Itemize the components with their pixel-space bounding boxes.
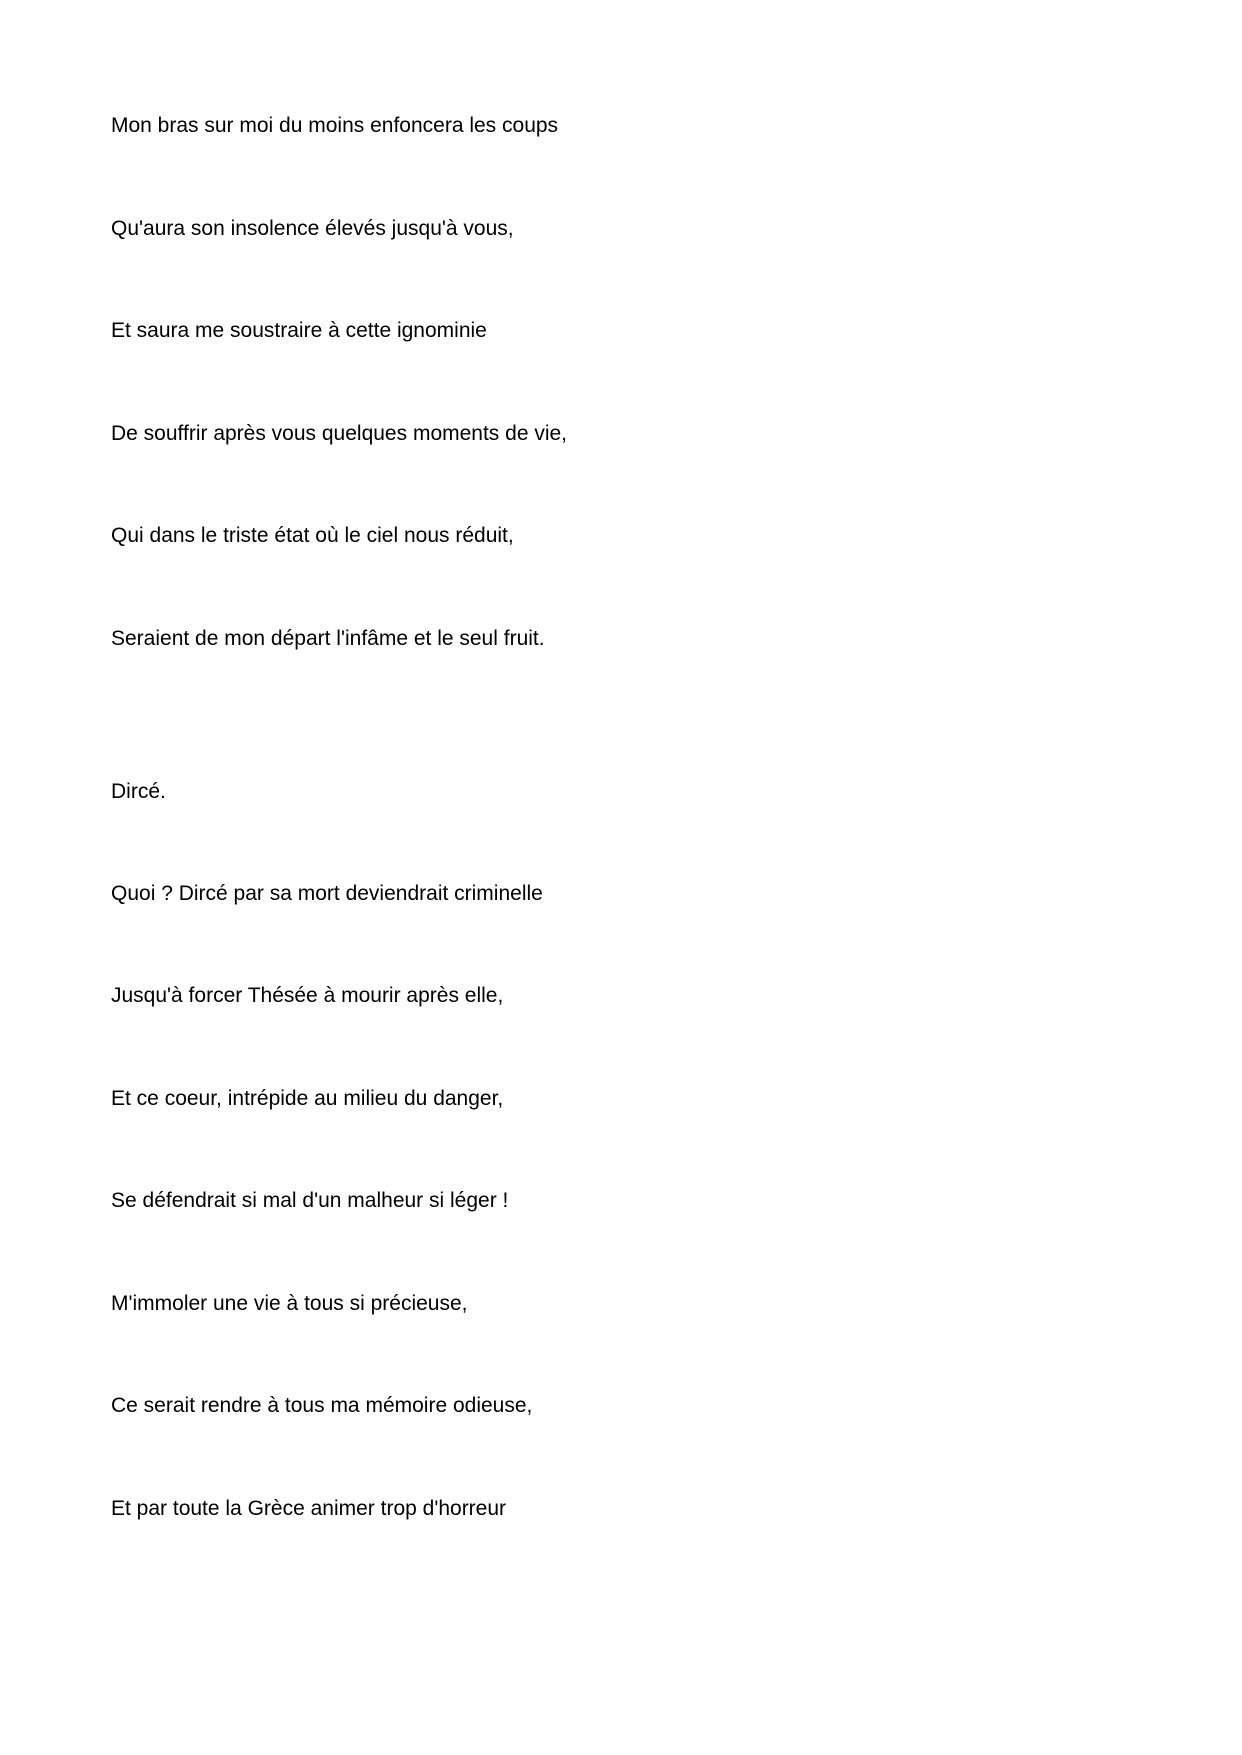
verse-line: Qui dans le triste état où le ciel nous réduit,	[111, 524, 514, 547]
verse-line: Seraient de mon départ l'infâme et le seul fruit.	[111, 627, 545, 650]
verse-line: Quoi ? Dircé par sa mort deviendrait criminelle	[111, 882, 543, 905]
verse-line: De souffrir après vous quelques moments de vie,	[111, 422, 568, 445]
verse-line: Ce serait rendre à tous ma mémoire odieuse,	[111, 1394, 533, 1417]
verse-line: Qu'aura son insolence élevés jusqu'à vous,	[111, 217, 514, 240]
verse-line: Jusqu'à forcer Thésée à mourir après elle,	[111, 984, 504, 1007]
speaker-name: Dircé.	[111, 780, 166, 803]
verse-line: Et ce coeur, intrépide au milieu du danger,	[111, 1087, 504, 1110]
verse-line: Mon bras sur moi du moins enfoncera les coups	[111, 114, 559, 137]
verse-line: Se défendrait si mal d'un malheur si léger !	[111, 1189, 509, 1212]
verse-line: M'immoler une vie à tous si précieuse,	[111, 1292, 468, 1315]
verse-line: Et par toute la Grèce animer trop d'horreur	[111, 1497, 507, 1520]
verse-line: Et saura me soustraire à cette ignominie	[111, 319, 487, 342]
